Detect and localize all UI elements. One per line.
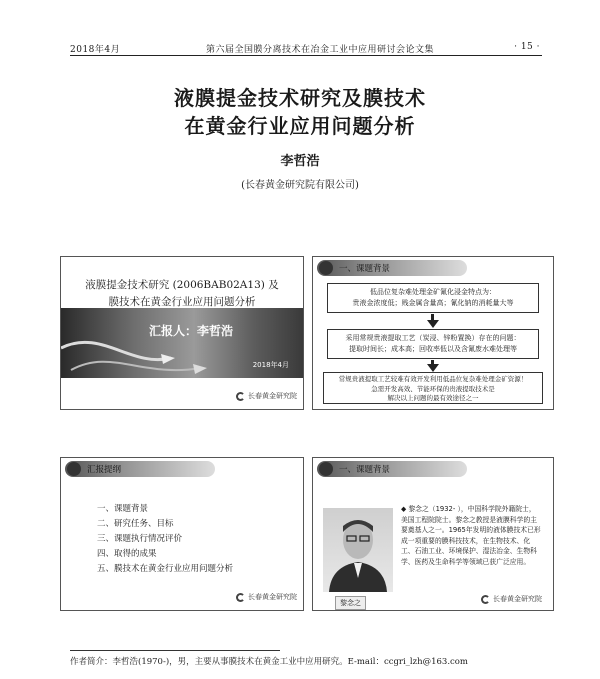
slide1-reporter: 汇报人：李哲浩 [149,324,234,338]
slide-outline [60,457,304,611]
institute-logo-icon [481,595,490,604]
portrait-caption: 黎念之 [335,596,366,610]
outline-item: 四、取得的成果 [97,549,157,559]
flow-box-1-line2: 贵液金浓度低；贱金属含量高；氰化钠的消耗量大等 [352,299,514,307]
slide4-header [313,458,553,480]
bullet-circle-icon [319,462,333,476]
slide3-logo-text: 长春黄金研究院 [248,593,297,601]
outline-list [97,502,233,577]
flow-box-2 [327,329,539,359]
running-header [70,40,540,56]
outline-item: 一、课题背景 [97,504,149,514]
institute-logo-icon [236,392,245,401]
portrait-photo [323,508,393,592]
slide3-logo [236,592,297,602]
footnote-rule [70,650,280,651]
author-footnote: 作者简介：李哲浩(1970-)，男，主要从事膜技术在黄金工业中应用研究。E-mail：ccgri_lzh@163.com [70,657,468,667]
outline-item: 三、课题执行情况评价 [97,534,183,544]
slide4-logo [481,594,542,604]
slide1-title-line1: 液膜提金技术研究 (2006BAB02A13) 及 [85,279,279,291]
author-affiliation: (长春黄金研究院有限公司) [241,180,359,191]
flow-box-3-line2: 急需开发高效、节能环保的贵液提取技术是 [371,384,495,393]
slide1-date: 2018年4月 [252,361,289,369]
slide3-header [61,458,303,480]
slide1-logo [236,391,297,401]
slide-title [60,256,304,410]
person-portrait-icon [323,508,393,592]
flow-box-3-line1: 常规贵液提取工艺较难有效开发利用低品位复杂难处理金矿资源！ [338,375,528,383]
slide4-heading: 一、课题背景 [339,465,391,475]
header-page-number: · 15 · [514,42,540,52]
bullet-circle-icon [67,462,81,476]
outline-item: 五、膜技术在黄金行业应用问题分析 [97,564,234,574]
flow-box-2-line2: 提取时间长；成本高；回收率低以及含氰废水难处理等 [349,345,517,353]
bullet-circle-icon [319,261,333,275]
paper-title-line1: 液膜提金技术研究及膜技术 [174,86,426,110]
slide-founder-bio [312,457,554,611]
down-arrow-icon [427,364,439,372]
institute-logo-icon [236,593,245,602]
flow-box-3-line3: 解决以上问题的最有效途径之一 [387,394,479,402]
down-arrow-icon [427,320,439,328]
slide2-heading: 一、课题背景 [339,264,391,274]
slide1-banner [61,308,303,378]
slide1-title-line2: 膜技术在黄金行业应用问题分析 [108,296,256,308]
bio-text: ◆ 黎念之（1932- ），中国科学院外籍院士，美国工程院院士。黎念之教授是液膜科学的主要奠基人之一。1965年发明的液体膜技术已形成一项重要的膜科技技术，在生物技术、化工、石油工业、环境保护、湿法冶金、生物科学、医药及生命科学等领域已获广泛应用。 [401,505,541,566]
flow-box-1-line1: 低品位复杂难处理金矿氰化浸金特点为： [370,288,496,296]
flow-box-2-line1: 采用常规贵液提取工艺（炭浸、锌粉置换）存在的问题： [345,334,521,342]
slide1-logo-text: 长春黄金研究院 [248,392,297,400]
author-name: 李哲浩 [280,154,320,169]
slide3-heading: 汇报提纲 [87,465,122,475]
outline-item: 二、研究任务、目标 [97,519,174,529]
header-rule [70,55,542,56]
flow-box-3 [323,372,543,404]
flow-box-1 [327,283,539,313]
header-date: 2018年4月 [70,45,121,55]
slide-background-flow [312,256,554,410]
slide4-logo-text: 长春黄金研究院 [493,595,542,603]
header-proceedings: 第六届全国膜分离技术在冶金工业中应用研讨会论文集 [205,45,434,55]
slide2-header [313,257,553,279]
paper-title-line2: 在黄金行业应用问题分析 [184,114,416,138]
